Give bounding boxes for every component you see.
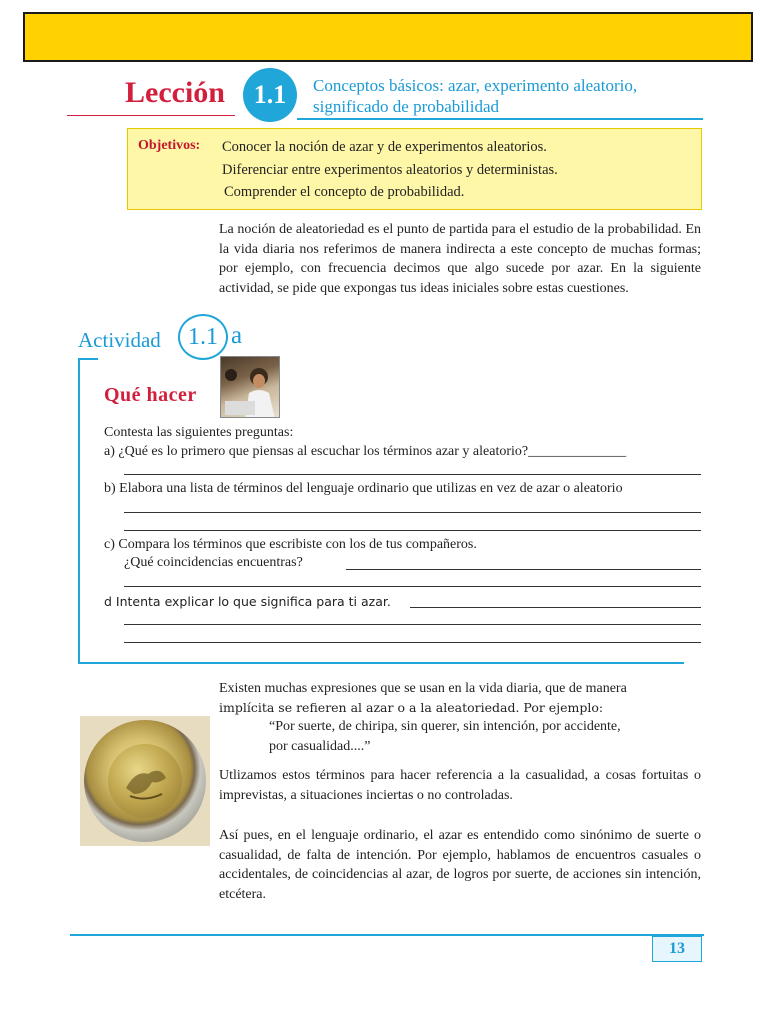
- answer-line[interactable]: [124, 624, 701, 625]
- page-number: 13: [652, 936, 702, 962]
- objective-item: Comprender el concepto de probabilidad.: [224, 184, 465, 200]
- lesson-number-badge: 1.1: [243, 68, 297, 122]
- que-hacer-heading: Qué hacer: [104, 384, 197, 406]
- question-b: b) Elabora una lista de términos del lenguaje ordinario que utilizas en vez de azar o aleatorio: [104, 481, 623, 496]
- lesson-title: [313, 75, 713, 117]
- answer-line[interactable]: [124, 642, 701, 643]
- question-c-line2: ¿Qué coincidencias encuentras?: [124, 555, 303, 570]
- header-banner: [23, 12, 753, 62]
- question-c-line1: c) Compara los términos que escribiste con los de tus compañeros.: [104, 537, 477, 552]
- lesson-title-line1: Conceptos básicos: azar, experimento aleatorio,: [313, 76, 638, 95]
- quote-line1: “Por suerte, de chiripa, sin querer, sin intención, por accidente,: [269, 719, 621, 734]
- expressions-paragraph-3: Así pues, en el lenguaje ordinario, el azar es entendido como sinónimo de suerte o casualidad, de falta de intención. Por ejemplo, hablamos de encuentros casuales o accidentales, de coincidencias al azar, de logros por suerte, de acciones sin intención, etcétera.: [219, 828, 701, 902]
- answer-line[interactable]: [124, 586, 701, 587]
- activity-number-badge: 1.1: [178, 314, 228, 360]
- expressions-paragraph-2: Utlizamos estos términos para hacer referencia a la casualidad, a cosas fortuitas o imprevistas, a situaciones inciertas o no controladas.: [219, 768, 701, 803]
- footer-rule: [70, 934, 704, 936]
- lesson-underline: [67, 115, 235, 116]
- lesson-title-line2: significado de probabilidad: [313, 97, 500, 116]
- answer-line[interactable]: [124, 474, 701, 475]
- lesson-word: Lección: [125, 76, 225, 109]
- answer-line[interactable]: [346, 569, 701, 570]
- objectives-label: Objetivos:: [138, 138, 201, 153]
- activity-letter: a: [231, 322, 243, 349]
- objective-item: Diferenciar entre experimentos aleatorios y deterministas.: [222, 162, 558, 178]
- expressions-line1: Existen muchas expresiones que se usan en la vida diaria, que de manera: [219, 681, 627, 696]
- student-photo: [220, 356, 280, 418]
- question-d: d Intenta explicar lo que significa para ti azar.: [104, 594, 391, 609]
- answer-line[interactable]: [124, 512, 701, 513]
- coin-emblem: [108, 744, 182, 818]
- answer-line[interactable]: [124, 530, 701, 531]
- expressions-line2: implícita se refieren al azar o a la aleatoriedad. Por ejemplo:: [219, 700, 604, 715]
- question-a: a) ¿Qué es lo primero que piensas al escuchar los términos azar y aleatorio?______________: [104, 444, 627, 459]
- intro-paragraph: La noción de aleatoriedad es el punto de partida para el estudio de la probabilidad. En la vida diaria nos referimos de manera indirecta a este concepto de muchas formas; por ejemplo, con frecuencia decimos que algo sucede por azar. En la siguiente actividad, se pide que expongas tus ideas iniciales sobre estas cuestiones.: [219, 222, 701, 296]
- activity-instruction: Contesta las siguientes preguntas:: [104, 425, 294, 440]
- answer-line[interactable]: [410, 607, 701, 608]
- quote-line2: por casualidad....”: [269, 739, 371, 754]
- activity-label: Actividad: [78, 328, 161, 352]
- activity-frame-bottom: [78, 662, 684, 664]
- objective-item: Conocer la noción de azar y de experimentos aleatorios.: [222, 139, 547, 155]
- title-rule: [297, 118, 703, 120]
- activity-frame-left: [78, 358, 80, 664]
- activity-frame-top: [78, 358, 98, 360]
